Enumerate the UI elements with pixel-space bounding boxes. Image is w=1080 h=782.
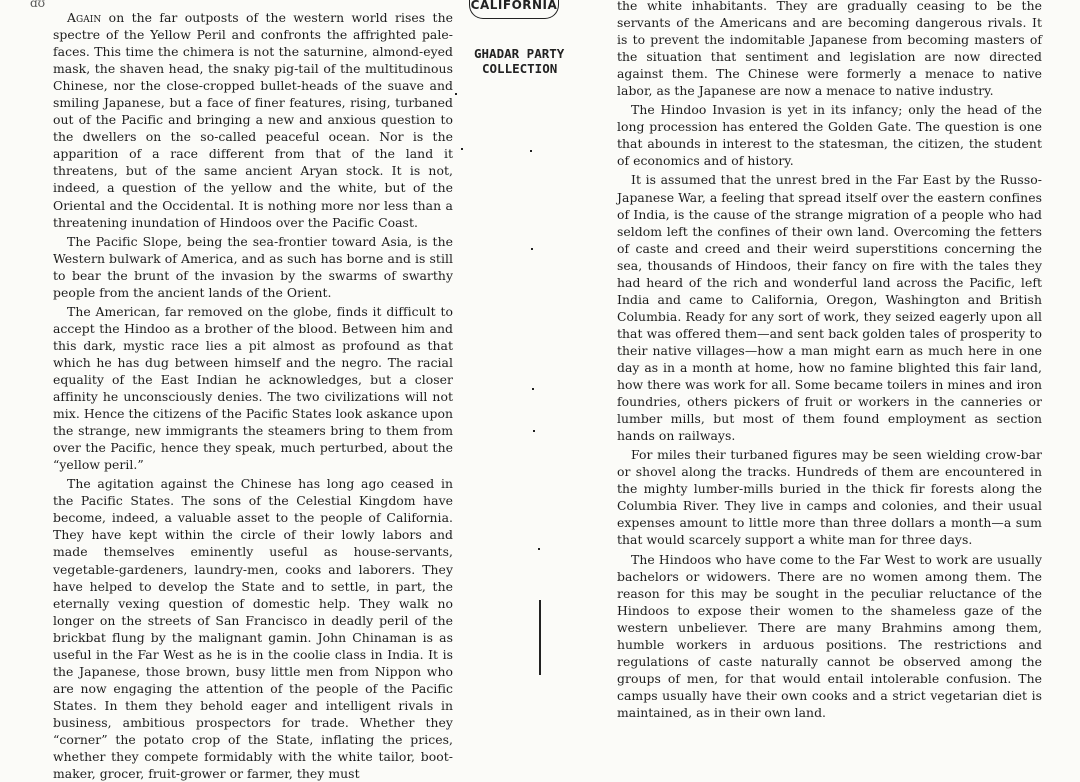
paragraph-text: on the far outposts of the western world rises the spectre of the Yellow Peril and confronts the affrighted pale-faces. This time the chimera is not the saturnine, almond-eyed mask, the shaven head, the snaky pig-tail of the multitudinous Chinese, nor the close-cropped bullet-heads of the suave and smiling Japanese, but a face of finer features, rising, turbaned out of the Pacific and bringing a new and anxious question to the dwellers on the so-called peaceful ocean. Nor is the apparition of a race different from that of the land it threatens, but of the same ancient Aryan stock. It is not, indeed, a question of the yellow and the white, but of the Oriental and the Occidental. It is nothing more nor less than a threatening inundation of Hindoos over the Pacific Coast. [53,10,453,230]
right-column [617,0,1042,721]
corner-mark: ɑʊ [30,0,46,10]
opening-word: Again [67,10,102,25]
gutter-speck [530,150,532,152]
left-column [53,9,453,782]
california-stamp: CALIFORNIA [469,0,559,19]
paragraph [53,475,453,782]
gutter-speck [455,93,457,95]
paragraph [617,171,1042,444]
paragraph [617,551,1042,721]
paragraph [617,101,1042,169]
paragraph-text: The agitation against the Chinese has long ago ceased in the Pacific States. The sons of the Celestial Kingdom have become, indeed, a valuable asset to the people of California. They have kept within the circle of their lowly labors and made themselves eminently useful as house-servants, vegetable-gardeners, laundry-men, cooks and laborers. They have helped to develop the State and to settle, in part, the eternally vexing question of domestic help. They walk no longer on the streets of San Francisco in deadly peril of the brickbat flung by the malignant gamin. John Chinaman is as useful in the Far West as he is in the coolie class in India. It is the Japanese, those brown, busy little men from Nippon who are now engaging the attention of the people of the Pacific States. In them they behold eager and intelligent rivals in business, ambitious prospectors for trade. Whether they “corner” the potato crop of the State, inflating the prices, whether they compete formidably with the white tailor, boot-maker, grocer, fruit-grower or farmer, they must [53,476,453,782]
gutter-speck [538,548,540,550]
ghadar-collection-stamp [474,46,568,76]
paragraph-text: The Hindoos who have come to the Far West to work are usually bachelors or widowers. There are no women among them. The reason for this may be sought in the peculiar reluctance of the Hindoos to expose their women to the shameless gaze of the western unbeliever. There are many Brahmins among them, humble workers in arduous positions. The restrictions and regulations of caste naturally cannot be observed among the groups of men, for that would entail intolerable confusion. The camps usually have their own cooks and a strict vegetarian diet is maintained, as in their own land. [617,551,1042,720]
paragraph [617,446,1042,548]
paragraph-text: It is assumed that the unrest bred in the Far East by the Russo-Japanese War, a feeling that spread itself over the eastern confines of India, is the cause of the strange migration of a people who had seldom left the confines of their own land. Overcoming the fetters of caste and creed and their weird superstitions concerning the sea, thousands of Hindoos, their fancy on fire with the tales they had heard of the rich and wonderful land across the Pacific, left India and came to California, Oregon, Washington and British Columbia. Ready for any sort of work, they seized eagerly upon all that was offered them—and sent back golden tales of prosperity to their native villages—how a man might earn as much here in one day as in a month at home, how no famine blighted this fair land, how there was work for all. Some became toilers in mines and iron foundries, others pickers of fruit or workers in the canneries or lumber mills, but most of them found employment as section hands on railways. [617,172,1042,444]
paragraph-text: The Hindoo Invasion is yet in its infancy; only the head of the long procession has entered the Golden Gate. The question is one that abounds in interest to the statesman, the citizen, the student of economics and of history. [617,102,1042,169]
stamp-line-1: GHADAR PARTY [474,46,565,61]
paragraph-text: For miles their turbaned figures may be seen wielding crow-bar or shovel along the tracks. Hundreds of them are encountered in the mighty lumber-mills buried in the thick fir forests along the Columbia River. They live in camps and colonies, and their usual expenses amount to little more than three dollars a month—a sum that would scarcely support a white man for three days. [617,447,1042,548]
stamp-line-2: COLLECTION [482,61,558,76]
paragraph [617,0,1042,99]
paragraph [53,9,453,231]
gutter-speck [461,148,463,150]
paragraph-text: The American, far removed on the globe, finds it difficult to accept the Hindoo as a brother of the blood. Between him and this dark, mystic race lies a pit almost as profound as that which he has dug between himself and the negro. The racial equality of the East Indian he acknowledges, but a closer affinity he unconsciously denies. The two civilizations will not mix. Hence the citizens of the Pacific States look askance upon the strange, new immigrants the steamers bring to them from over the Pacific, hence they speak, much perturbed, about the “yellow peril.” [53,303,453,473]
gutter-speck [531,248,533,250]
paragraph [53,233,453,301]
gutter-fold-line [539,600,541,675]
paragraph [53,303,453,473]
gutter-speck [532,388,534,390]
paragraph-text: the white inhabitants. They are gradually ceasing to be the servants of the Americans and are becoming dangerous rivals. It is to prevent the indomitable Japanese from becoming masters of the situation that sentiment and legislation are now directed against them. The Chinese were formerly a menace to native labor, as the Japanese are now a menace to native industry. [617,0,1042,99]
paragraph-text: The Pacific Slope, being the sea-frontier toward Asia, is the Western bulwark of America, and as such has borne and is still to bear the brunt of the invasion by the swarms of swarthy people from the ancient lands of the Orient. [53,233,453,300]
gutter-speck [533,430,535,432]
